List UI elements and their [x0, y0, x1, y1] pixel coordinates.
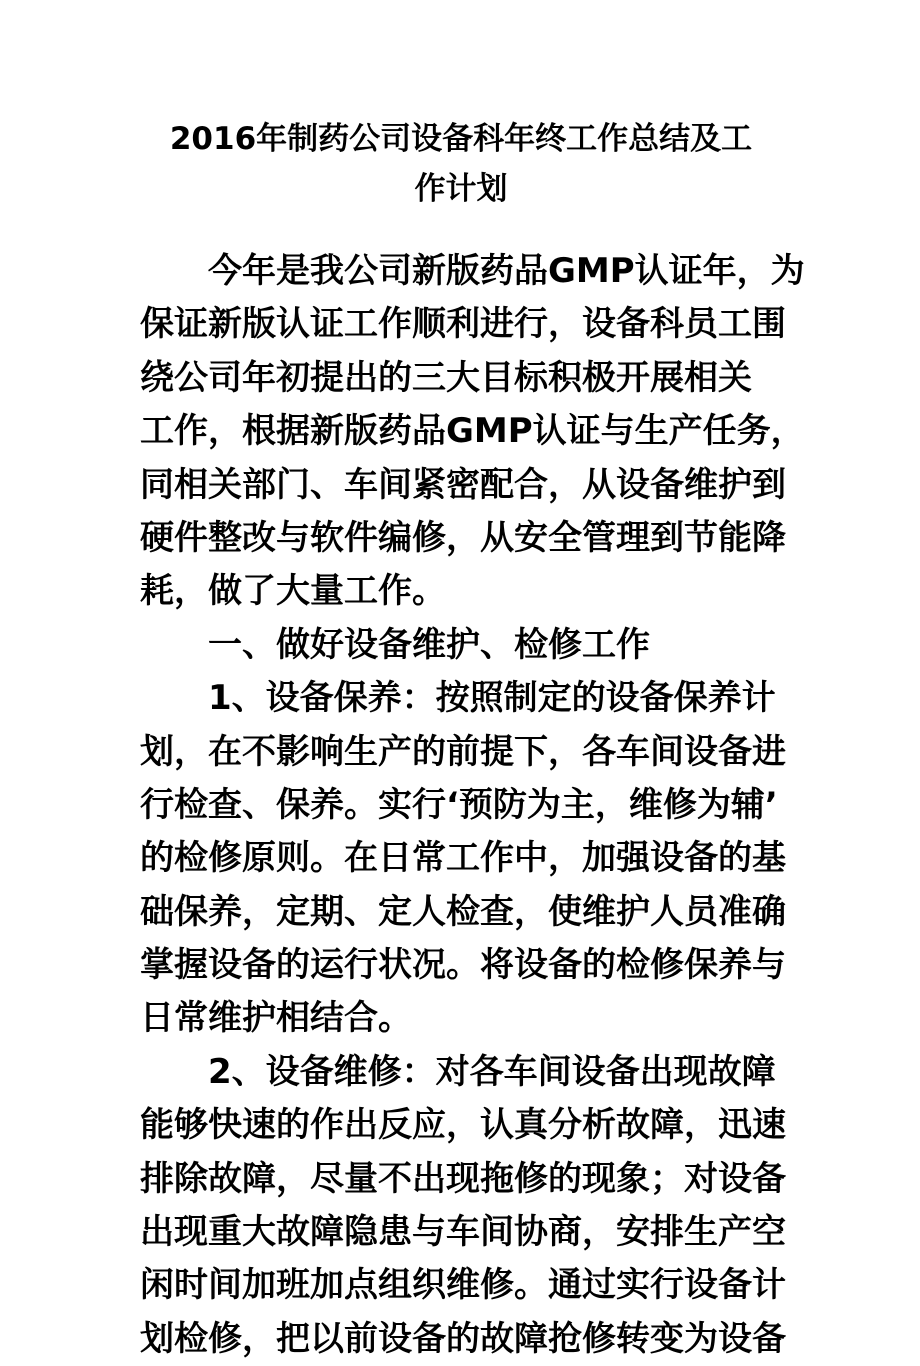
- paragraph-line: 耗，做了大量工作。: [140, 571, 446, 612]
- title-line: 作计划: [414, 171, 508, 207]
- paragraph-line: 1、设备保养：按照制定的设备保养计: [208, 678, 776, 719]
- paragraph-line: 闲时间加班加点组织维修。通过实行设备计: [140, 1265, 786, 1306]
- paragraph-line: 2、设备维修：对各车间设备出现故障: [208, 1051, 776, 1092]
- paragraph-line: 绕公司年初提出的三大目标积极开展相关: [140, 357, 752, 398]
- paragraph-line: 日常维护相结合。: [140, 998, 412, 1039]
- paragraph-line: 掌握设备的运行状况。将设备的检修保养与: [140, 945, 786, 986]
- paragraph-line: 今年是我公司新版药品GMP认证年，为: [208, 251, 805, 291]
- paragraph-line: 划，在不影响生产的前提下，各车间设备进: [140, 731, 786, 772]
- paragraph-line: 工作，根据新版药品GMP认证与生产任务，: [140, 411, 805, 452]
- title-line: 2016年制药公司设备科年终工作总结及工: [169, 121, 753, 157]
- paragraph-line: 出现重大故障隐患与车间协商，安排生产空: [140, 1212, 786, 1253]
- paragraph-line: 排除故障，尽量不出现拖修的现象；对设备: [140, 1158, 786, 1199]
- paragraph-line: 划检修，把以前设备的故障抢修转变为设备: [140, 1318, 786, 1359]
- paragraph-line: 行检查、保养。实行‘预防为主，维修为辅’: [140, 784, 778, 825]
- paragraph-line: 同相关部门、车间紧密配合，从设备维护到: [140, 464, 786, 505]
- section-heading: 一、做好设备维护、检修工作: [208, 624, 650, 665]
- paragraph-line: 的检修原则。在日常工作中，加强设备的基: [140, 838, 786, 879]
- paragraph-line: 硬件整改与软件编修，从安全管理到节能降: [140, 517, 786, 558]
- document-title: [140, 114, 782, 214]
- document-body: [140, 245, 805, 1366]
- paragraph-line: 础保养，定期、定人检查，使维护人员准确: [140, 891, 786, 932]
- paragraph-line: 能够快速的作出反应，认真分析故障，迅速: [140, 1105, 786, 1146]
- paragraph-line: 保证新版认证工作顺利进行，设备科员工围: [140, 304, 786, 345]
